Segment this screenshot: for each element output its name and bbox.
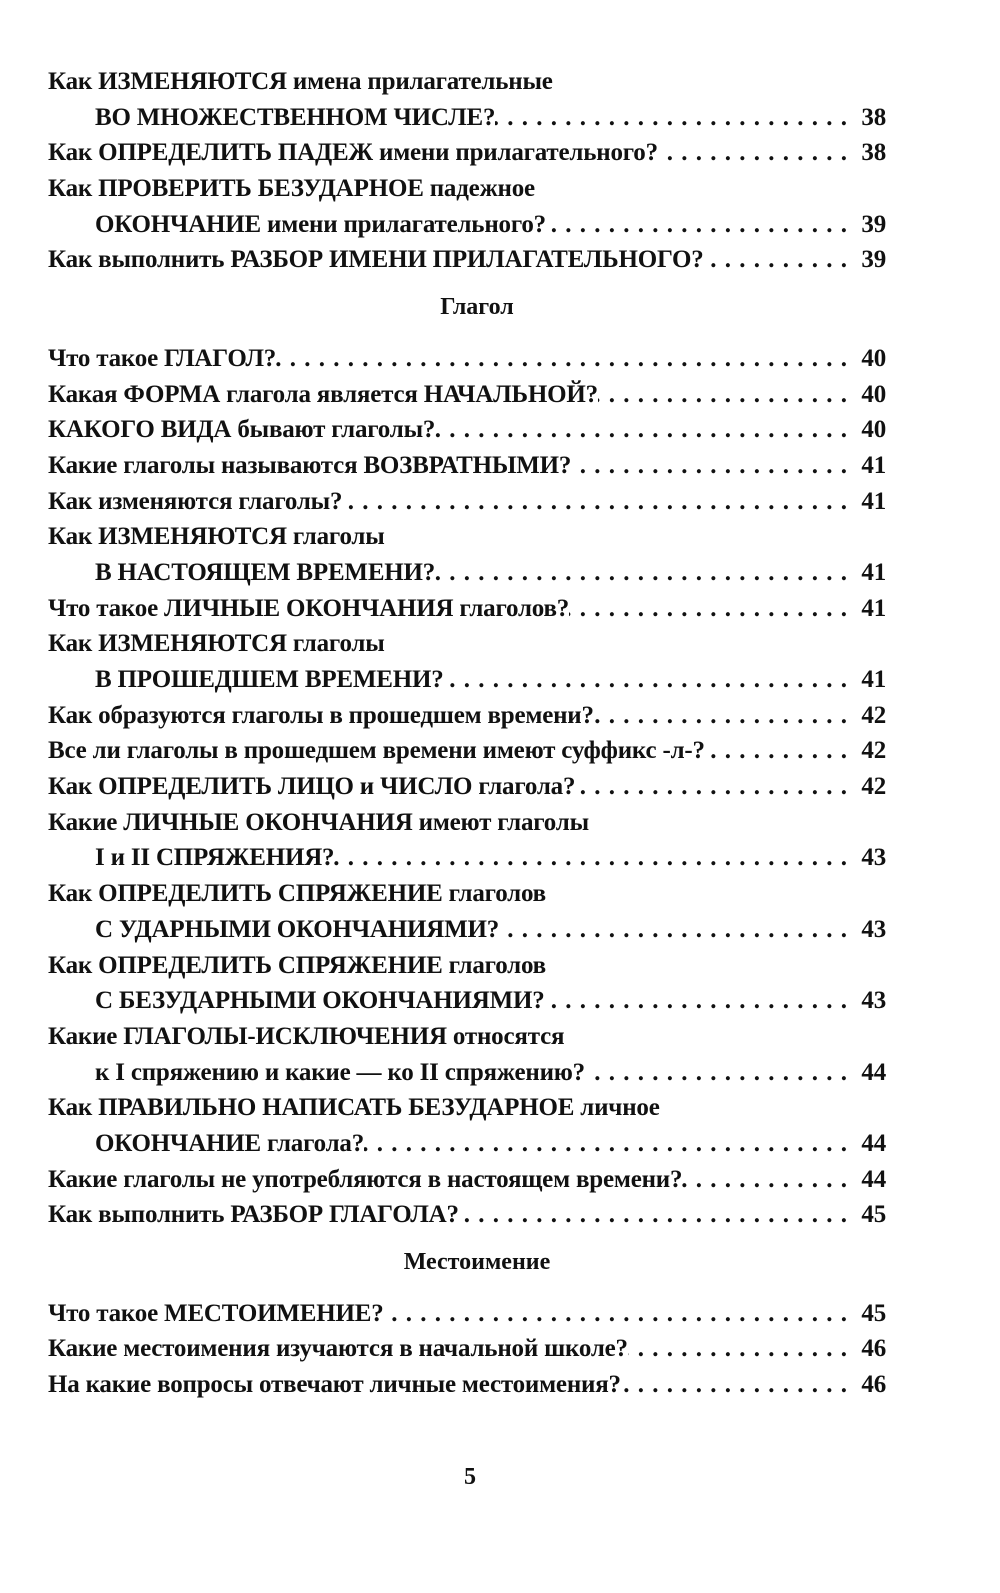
toc-entry-title: Все ли глаголы в прошедшем времени имеют суффикс -л-? [48, 737, 705, 765]
toc-entry[interactable] [48, 626, 886, 697]
toc-page-number: 41 [861, 487, 886, 515]
toc-entry-line [48, 626, 886, 662]
toc-entry-title: ВО МНОЖЕСТВЕННОМ ЧИСЛЕ? [95, 103, 496, 131]
toc-entry-line [48, 948, 886, 984]
toc-page-number: 42 [861, 737, 886, 765]
toc-page-number: 38 [861, 103, 886, 131]
toc-entry-title: к I спряжению и какие — ко II спряжению? [95, 1058, 585, 1086]
toc-entry-line [48, 1055, 886, 1091]
toc-entry-title: Как ИЗМЕНЯЮТСЯ имена прилагательные [48, 68, 553, 95]
toc-entry[interactable] [48, 171, 886, 242]
toc-page-number: 42 [861, 773, 886, 801]
page-number: 5 [464, 1464, 476, 1490]
toc-entry-title: Как выполнить РАЗБОР ИМЕНИ ПРИЛАГАТЕЛЬНОГО? [48, 246, 704, 274]
dot-leader [658, 135, 848, 171]
toc-entry-title: Как ОПРЕДЕЛИТЬ СПРЯЖЕНИЕ глаголов [48, 880, 546, 908]
toc-entry[interactable] [48, 1019, 886, 1090]
dot-leader [585, 1055, 848, 1091]
toc-page-number: 46 [861, 1335, 886, 1363]
toc-entry-line [48, 1367, 886, 1403]
dot-leader [384, 1296, 848, 1332]
toc-entry[interactable] [48, 448, 886, 484]
toc-page-number: 41 [861, 451, 886, 479]
toc-entry-title: Как ИЗМЕНЯЮТСЯ глаголы [48, 630, 385, 658]
toc-entry-line [48, 1296, 886, 1332]
dot-leader [546, 207, 848, 243]
toc-entry-line [48, 662, 886, 698]
dot-leader [276, 341, 848, 377]
toc-entry-title: Как выполнить РАЗБОР ГЛАГОЛА? [48, 1201, 459, 1229]
toc-entry-line [48, 64, 886, 100]
toc-entry-title: В ПРОШЕДШЕМ ВРЕМЕНИ? [95, 666, 444, 693]
toc-entry[interactable] [48, 135, 886, 171]
toc-entry-title: Какая ФОРМА глагола является НАЧАЛЬНОЙ? [48, 380, 598, 408]
toc-entry[interactable] [48, 1367, 886, 1403]
toc-entry-line [48, 555, 886, 591]
toc-page-number: 38 [861, 139, 886, 167]
dot-leader [435, 555, 848, 591]
toc-entry[interactable] [48, 412, 886, 448]
toc-entry[interactable] [48, 484, 886, 520]
toc-entry-line [48, 840, 886, 876]
toc-entry-line [48, 1331, 886, 1367]
section-heading: Местоимение [403, 1249, 551, 1275]
toc-entry-title: ОКОНЧАНИЕ глагола? [95, 1129, 364, 1157]
toc-entry-title: С БЕЗУДАРНЫМИ ОКОНЧАНИЯМИ? [95, 987, 545, 1015]
toc-entry-title: Какие глаголы называются ВОЗВРАТНЫМИ? [48, 451, 572, 479]
toc-entry-line [48, 733, 886, 769]
toc-page-number: 41 [861, 594, 886, 622]
dot-leader [594, 698, 848, 734]
toc-entry-line [48, 519, 886, 555]
toc-entry-line [48, 412, 886, 448]
dot-leader [569, 591, 848, 627]
table-of-contents [48, 64, 886, 1403]
dot-leader [334, 840, 848, 876]
toc-entry-title: Как ОПРЕДЕЛИТЬ ЛИЦО и ЧИСЛО глагола? [48, 773, 576, 801]
toc-entry[interactable] [48, 876, 886, 947]
toc-entry-title: Как ИЗМЕНЯЮТСЯ глаголы [48, 523, 385, 551]
toc-page-number: 40 [861, 416, 886, 444]
toc-entry[interactable] [48, 805, 886, 876]
toc-entry-line [48, 1090, 886, 1126]
toc-entry-line [48, 1197, 886, 1233]
dot-leader [495, 100, 848, 136]
toc-entry-line [48, 341, 886, 377]
toc-entry-title: Как ОПРЕДЕЛИТЬ СПРЯЖЕНИЕ глаголов [48, 951, 546, 979]
dot-leader [575, 769, 848, 805]
toc-page-number: 46 [861, 1371, 886, 1399]
toc-entry-line [48, 100, 886, 136]
toc-entry[interactable] [48, 769, 886, 805]
toc-entry-title: Как ОПРЕДЕЛИТЬ ПАДЕЖ имени прилагательного? [48, 139, 658, 167]
toc-entry[interactable] [48, 948, 886, 1019]
toc-entry-line [48, 805, 886, 841]
toc-entry-line [48, 876, 886, 912]
toc-page-number: 43 [861, 987, 886, 1015]
dot-leader [682, 1162, 848, 1198]
dot-leader [571, 448, 848, 484]
dot-leader [444, 662, 848, 698]
section-heading: Глагол [440, 294, 514, 321]
toc-entry[interactable] [48, 519, 886, 590]
dot-leader [628, 1331, 848, 1367]
toc-entry-title: КАКОГО ВИДА бывают глаголы? [48, 416, 436, 444]
toc-entry-title: Что такое МЕСТОИМЕНИЕ? [48, 1299, 384, 1327]
toc-page-number: 39 [861, 210, 886, 238]
toc-entry-title: Что такое ГЛАГОЛ? [48, 344, 277, 372]
toc-entry-title: Как образуются глаголы в прошедшем времени? [48, 701, 594, 729]
toc-entry-line [48, 242, 886, 278]
toc-page-number: 40 [861, 380, 886, 408]
toc-entry-line [48, 171, 886, 207]
toc-entry[interactable] [48, 1162, 886, 1198]
toc-entry-line [48, 1126, 886, 1162]
dot-leader [499, 912, 848, 948]
toc-entry-title: На какие вопросы отвечают личные местоимения? [48, 1371, 621, 1399]
toc-entry-line [48, 1162, 886, 1198]
toc-entry[interactable] [48, 698, 886, 734]
toc-entry-line [48, 1019, 886, 1055]
toc-entry-title: Какие местоимения изучаются в начальной школе? [48, 1335, 628, 1363]
toc-entry-title: Какие ЛИЧНЫЕ ОКОНЧАНИЯ имеют глаголы [48, 808, 589, 836]
toc-page-number: 41 [861, 666, 886, 693]
toc-entry-title: Какие глаголы не употребляются в настоящем времени? [48, 1165, 683, 1193]
toc-page-number: 45 [861, 1299, 886, 1327]
toc-entry-title: I и II СПРЯЖЕНИЯ? [95, 844, 335, 872]
toc-entry-title: Какие ГЛАГОЛЫ-ИСКЛЮЧЕНИЯ относятся [48, 1022, 565, 1050]
toc-entry-title: Как изменяются глаголы? [48, 487, 343, 515]
dot-leader [621, 1367, 848, 1403]
toc-entry-line [48, 484, 886, 520]
toc-entry-line [48, 912, 886, 948]
toc-entry-line [48, 591, 886, 627]
toc-page-number: 39 [861, 246, 886, 274]
toc-entry-line [48, 698, 886, 734]
toc-entry-line [48, 983, 886, 1019]
toc-entry-line [48, 207, 886, 243]
toc-entry-title: В НАСТОЯЩЕМ ВРЕМЕНИ? [95, 558, 436, 586]
toc-page-number: 43 [861, 844, 886, 872]
toc-entry-title: Что такое ЛИЧНЫЕ ОКОНЧАНИЯ глаголов? [48, 594, 570, 622]
toc-page-number: 42 [861, 701, 886, 729]
toc-page-number: 44 [861, 1129, 886, 1157]
toc-entry[interactable] [48, 1296, 886, 1332]
dot-leader [342, 484, 848, 520]
dot-leader [705, 733, 848, 769]
toc-entry[interactable] [48, 1331, 886, 1367]
toc-entry[interactable] [48, 591, 886, 627]
toc-entry[interactable] [48, 341, 886, 377]
dot-leader [704, 242, 848, 278]
toc-entry-title: С УДАРНЫМИ ОКОНЧАНИЯМИ? [95, 915, 500, 943]
toc-entry-line [48, 448, 886, 484]
dot-leader [459, 1197, 848, 1233]
dot-leader [435, 412, 848, 448]
toc-entry[interactable] [48, 733, 886, 769]
toc-page-number: 43 [861, 915, 886, 943]
toc-page-number: 44 [861, 1165, 886, 1193]
toc-entry-line [48, 135, 886, 171]
dot-leader [545, 983, 848, 1019]
toc-entry-title: Как ПРАВИЛЬНО НАПИСАТЬ БЕЗУДАРНОЕ личное [48, 1094, 660, 1122]
dot-leader [598, 377, 848, 413]
toc-page-number: 44 [861, 1058, 886, 1086]
toc-entry-line [48, 377, 886, 413]
toc-entry-line [48, 769, 886, 805]
toc-entry[interactable] [48, 1197, 886, 1233]
toc-entry[interactable] [48, 64, 886, 135]
toc-page-number: 45 [861, 1201, 886, 1229]
toc-page-number: 41 [861, 558, 886, 586]
toc-page-number: 40 [861, 344, 886, 372]
toc-entry-title: Как ПРОВЕРИТЬ БЕЗУДАРНОЕ падежное [48, 175, 535, 203]
toc-entry-title: ОКОНЧАНИЕ имени прилагательного? [95, 210, 546, 238]
toc-entry[interactable] [48, 242, 886, 278]
dot-leader [364, 1126, 848, 1162]
toc-entry[interactable] [48, 1090, 886, 1161]
toc-entry[interactable] [48, 377, 886, 413]
